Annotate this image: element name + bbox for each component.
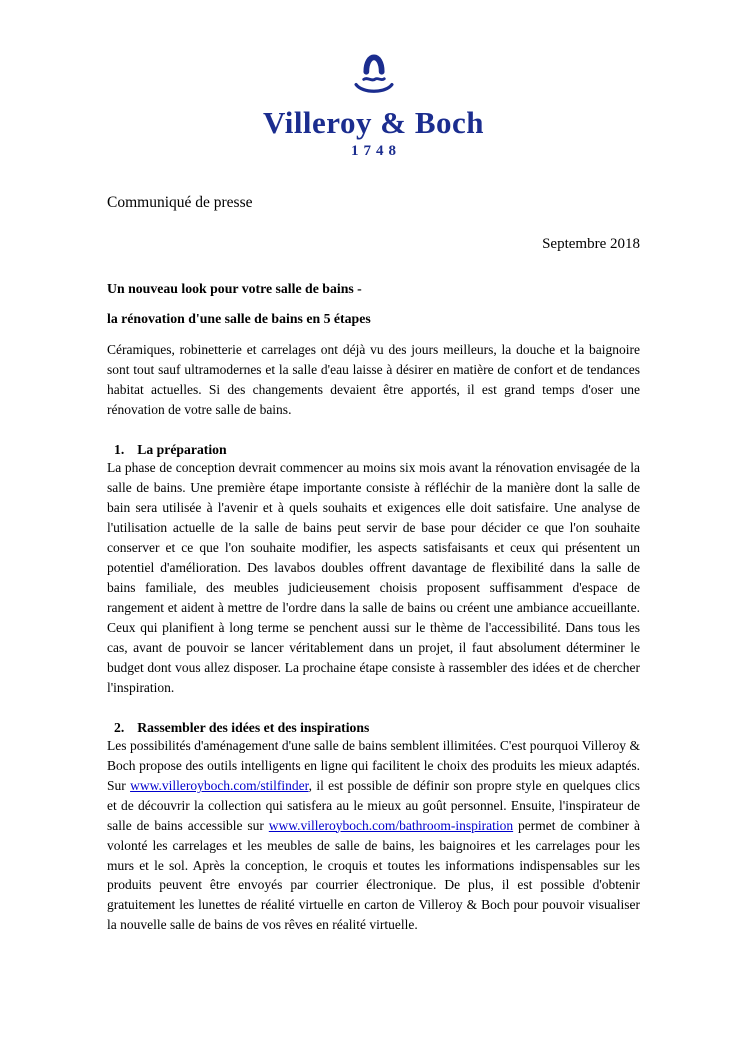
section-2-text-2: , il est possible de définir son propre style en quelques clics et de découvrir la collection qui satisfera au le mieux au goût personnel. Ensuite, l'inspirateur de salle de bains accessible sur bbox=[107, 777, 640, 833]
brand-name: Villeroy & Boch bbox=[262, 105, 485, 140]
section-1-heading bbox=[107, 442, 640, 458]
section-1-paragraph: La phase de conception devrait commencer au moins six mois avant la rénovation envisagée de la salle de bains. Une première étape importante consiste à réfléchir de la manière dont la salle de bain sera utilisée à l'avenir et à quels souhaits et exigences elle doit satisfaire. Une analyse de l'utilisation actuelle de la salle de bains peut servir de base pour décider ce que l'on souhaite conserver et ce que l'on souhaite modifier, les aspects satisfaisants et ceux qui présentent un potentiel d'amélioration. Des lavabos doubles offrent davantage de flexibilité dans la salle de bains familiale, des meubles judicieusement choisis proposent suffisamment d'espace de rangement et aident à mettre de l'ordre dans la salle de bains ou créent une ambiance accueillante. Ceux qui planifient à long terme se penchent aussi sur le thème de l'accessibilité. Dans tous les cas, avant de pouvoir se lancer véritablement dans un projet, il faut absolument déterminer le budget dont vous allez disposer. La prochaine étape consiste à rassembler des idées et de chercher l'inspiration. bbox=[107, 460, 640, 695]
section-2-heading bbox=[107, 720, 640, 736]
document-title bbox=[107, 281, 640, 327]
document-type-label: Communiqué de presse bbox=[107, 194, 253, 212]
bathroom-inspiration-link[interactable]: www.villeroyboch.com/bathroom-inspiration bbox=[268, 817, 514, 833]
section-2-number: 2. bbox=[114, 719, 125, 735]
date-label: Septembre 2018 bbox=[542, 236, 640, 253]
section-2-heading-label: Rassembler des idées et des inspirations bbox=[137, 719, 370, 735]
vb-hallmark-icon bbox=[342, 42, 406, 104]
section-1-number: 1. bbox=[114, 442, 125, 458]
section-1-heading-label: La préparation bbox=[137, 442, 227, 458]
section-2-paragraph bbox=[107, 736, 640, 936]
intro-paragraph: Céramiques, robinetterie et carrelages ont déjà vu des jours meilleurs, la douche et la baignoire sont tout sauf ultramodernes et la salle d'eau laisse à désirer en matière de confort et de tendances habitat actuelles. Si des changements devaient être apportés, il est grand temps d'oser une rénovation de votre salle de bains. bbox=[107, 342, 640, 418]
title-line-2: la rénovation d'une salle de bains en 5 étapes bbox=[107, 310, 371, 326]
title-line-1: Un nouveau look pour votre salle de bains - bbox=[107, 281, 362, 297]
brand-founding-year: 1748 bbox=[351, 143, 401, 160]
villeroy-boch-logo bbox=[107, 42, 640, 160]
stilfinder-link[interactable]: www.villeroyboch.com/stilfinder bbox=[130, 777, 309, 793]
section-2-text-1: Les possibilités d'aménagement d'une salle de bains semblent illimitées. C'est pourquoi Villeroy & Boch propose des outils intelligents en ligne qui facilitent le choix des produits les mieux adaptés. Sur bbox=[107, 737, 640, 793]
section-2-text-3: permet de combiner à volonté les carrelages et les meubles de salle de bains, les baignoires et les carrelages pour les murs et le sol. Après la conception, le croquis et toutes les informations indispensables sur les produits peuvent être envoyés par courrier électronique. De plus, il est possible d'obtenir gratuitement les lunettes de réalité virtuelle en carton de Villeroy & Boch pour pouvoir visualiser la nouvelle salle de bains de vos rêves en réalité virtuelle. bbox=[107, 817, 640, 933]
